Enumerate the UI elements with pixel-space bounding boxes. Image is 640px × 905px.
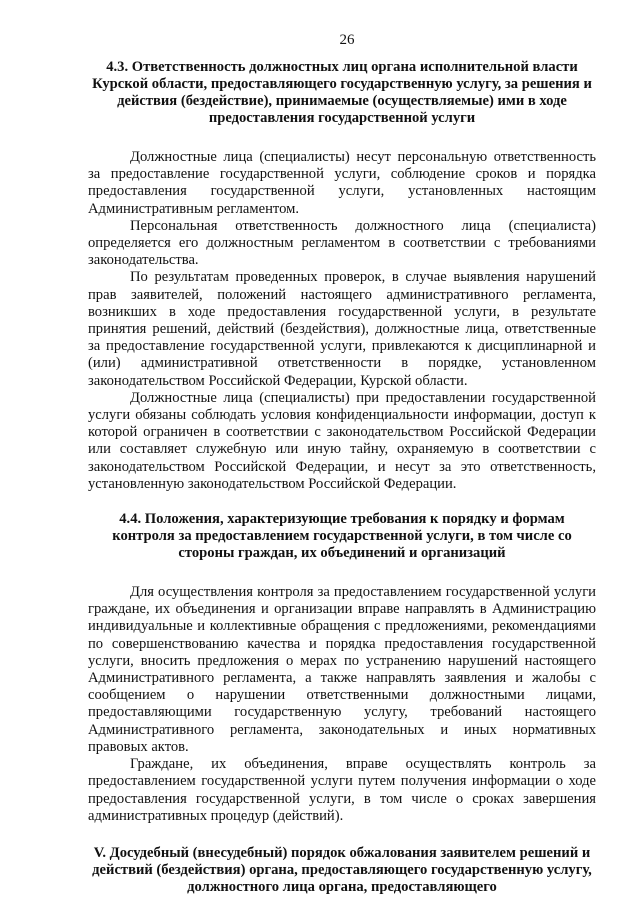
paragraph: Должностные лица (специалисты) несут персональную ответственность за предоставление государственной услуги, соблюдение сроков и порядка предоставления государственной услуги, установленных настоящим Административным регламентом. — [88, 149, 596, 217]
paragraph: Для осуществления контроля за предоставлением государственной услуги граждане, их объединения и организации вправе направлять в Администрацию индивидуальные и коллективные обращения с предложениями, рекомендациями по совершенствованию качества и порядка предоставления государственной услуги, вносить предложения о мерах по устранению нарушений настоящего Административного регламента, а также направлять заявления и жалобы с сообщением о нарушении ответственными должностными лицами, предоставляющими государственную услугу, требований настоящего Административного регламента, законодательных и иных нормативных правовых актов. — [88, 584, 596, 755]
paragraph: Персональная ответственность должностного лица (специалиста) определяется его должностным регламентом в соответствии с требованиями законодательства. — [88, 217, 596, 269]
paragraph: Граждане, их объединения, вправе осуществлять контроль за предоставлением государственной услуги путем получения информации о ходе предоставления государственной услуги, в том числе о сроках завершения административных процедур (действий). — [88, 756, 596, 824]
section-heading-4-3: 4.3. Ответственность должностных лиц органа исполнительной власти Курской области, предоставляющего государственную услугу, за решения и действия (бездействие), принимаемые (осуществляемые) ими в ходе предоставления государственной услуги — [92, 59, 592, 126]
paragraph: По результатам проведенных проверок, в случае выявления нарушений прав заявителей, положений настоящего административного регламента, возникших в ходе предоставления государственной услуги, в результате принятия решений, действий (бездействия), должностные лица, ответственные за предоставление государственной услуги, привлекаются к дисциплинарной и (или) административной ответственности в порядке, установленном законодательством Российской Федерации, Курской области. — [88, 269, 596, 389]
paragraph: Должностные лица (специалисты) при предоставлении государственной услуги обязаны соблюдать условия конфиденциальности информации, доступ к которой ограничен в соответствии с законодательством Российской Федерации или составляет служебную или иную тайну, охраняемую в соответствии с законодательством Российской Федерации, и несут за это ответственность, установленную законодательством Российской Федерации. — [88, 389, 596, 492]
section-heading-5: V. Досудебный (внесудебный) порядок обжалования заявителем решений и действий (бездействия) органа, предоставляющего государственную услугу, должностного лица органа, предоставляющего — [92, 844, 592, 895]
page-number: 26 — [339, 32, 355, 48]
section-heading-4-4: 4.4. Положения, характеризующие требования к порядку и формам контроля за предоставлением государственной услуги, в том числе со стороны граждан, их объединений и организаций — [112, 511, 572, 562]
